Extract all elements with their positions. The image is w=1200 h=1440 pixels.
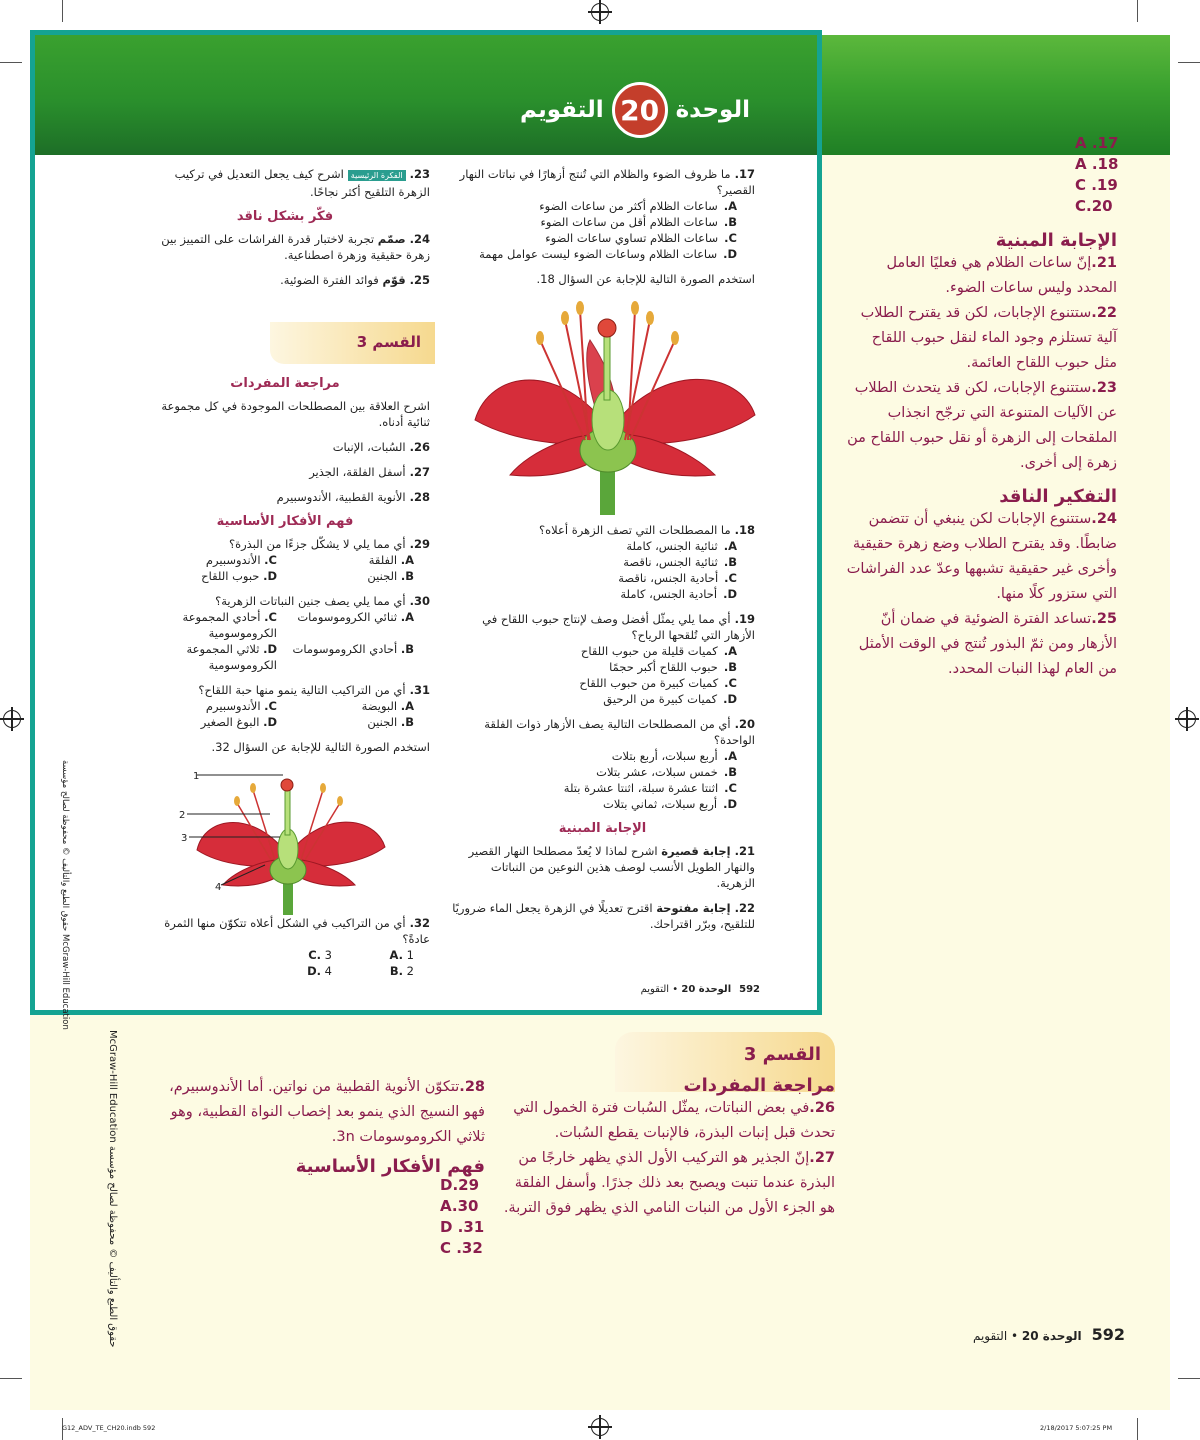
- answer-24: 24.ستتنوع الإجابات لكن ينبغي أن تتضمن ضابطًا. وقد يقترح الطلاب وضع زهرة حقيقية وأخرى غير حقيقية تشبهها وعدّ عدد الفراشات التي ستزور كلًا منها.: [846, 511, 1117, 602]
- vertical-credit-teacher: McGraw-Hill Education حقوق الطبع والتأليف © محفوظة لصالح مؤسسة: [107, 1030, 118, 1348]
- unit-number-badge: 20: [612, 82, 668, 138]
- answer-26: 26.في بعض النباتات، يمثّل السُبات فترة الخمول التي تحدث قبل إنبات البذرة، فالإنبات يقطع السُبات.: [513, 1100, 835, 1141]
- question-27: 27.أسفل الفلقة، الجذير: [309, 465, 430, 479]
- bottom-section-tab: القسم 3: [615, 1032, 835, 1092]
- answer-22: 22.ستتنوع الإجابات، لكن قد يقترح الطلاب آلية تستلزم وجود الماء لنقل حبوب اللقاح مثل حبوب اللقاح العائمة.: [860, 305, 1117, 371]
- answer-20: C.20: [1075, 197, 1113, 215]
- student-right-column-lower: [450, 522, 755, 941]
- bottom-main-ideas-heading: فهم الأفكار الأساسية: [295, 1156, 485, 1177]
- crop-mark: [0, 1378, 22, 1379]
- constructed-answers: [845, 230, 1117, 682]
- slug-file: G12_ADV_TE_CH20.indb 592: [62, 1424, 156, 1432]
- vertical-credit-student: حقوق الطبع والتأليف © محفوظة لصالح مؤسسة McGraw-Hill Education: [60, 760, 70, 1030]
- student-page-footer: 592الوحدة 20 • التقويم: [640, 984, 760, 995]
- bottom-left-answers: [150, 1075, 485, 1177]
- question-32: 32.أي من التراكيب في الشكل أعلاه تتكوّن منها الثمرة عادةً؟ A. 1 C. 3 B. 2 D. 4: [164, 916, 430, 978]
- registration-mark-left: [3, 710, 21, 728]
- slug-date: 2/18/2017 5:07:25 PM: [1040, 1424, 1113, 1432]
- vocab-intro: اشرح العلاقة بين المصطلحات الموجودة في كل مجموعة ثنائية أدناه.: [161, 399, 430, 429]
- use-image-18: استخدم الصورة التالية للإجابة عن السؤال 18.: [536, 272, 755, 286]
- unit-label: الوحدة: [675, 97, 750, 123]
- question-25: 25.قوّم فوائد الفترة الضوئية.: [280, 273, 430, 287]
- crop-mark: [62, 0, 63, 22]
- student-left-column: [140, 166, 430, 297]
- answer-23: 23.ستتنوع الإجابات، لكن قد يتحدث الطلاب عن الآليات المتنوعة التي ترجّح انجذاب الملقحات إلى الزهرة أو نقل حبوب اللقاح من زهرة إلى أخرى.: [847, 380, 1117, 471]
- answer-31: D .31: [440, 1218, 485, 1236]
- answer-29: D.29: [440, 1176, 480, 1194]
- use-image-32: استخدم الصورة التالية للإجابة عن السؤال 32.: [211, 740, 430, 754]
- bottom-vocab-answers: [500, 1075, 835, 1221]
- question-20: 20.أي من المصطلحات التالية يصف الأزهار ذوات الفلقة الواحدة؟ A.أربع سبلات، أربع بتلات B.خمس سبلات، عشر بتلات C.اثنتا عشرة سبلة، اثنتا عشرة بتلة D.أربع سبلات، ثماني بتلات: [484, 717, 755, 811]
- label-3: 3: [181, 833, 188, 844]
- crop-mark: [1178, 62, 1200, 63]
- question-28: 28.الأنوية القطبية، الأندوسبيرم: [276, 490, 430, 504]
- question-29: 29.أي مما يلي لا يشكّل جزءًا من البذرة؟ A. الفلقة C. الأندوسبيرم B. الجنين D. حبوب اللقاح: [201, 537, 430, 583]
- answer-27: 27.إنّ الجذير هو التركيب الأول الذي يظهر خارجًا من البذرة عندما تنبت ويصبح بعد ذلك جذرًا. وأسفل الفلقة هو الجزء الأول من النبات النامي الذي يظهر فوق التربة.: [503, 1150, 835, 1216]
- answer-25: 25.تساعد الفترة الضوئية في ضمان أنّ الأزهار ومن ثمّ البذور تُنتج في الوقت الأمثل من العام لهذا النبات المحدد.: [858, 611, 1117, 677]
- bottom-mc-answers: [440, 1175, 500, 1259]
- question-19: 19.أي مما يلي يمثّل أفضل وصف لإنتاج حبوب اللقاح في الأزهار التي تُلقحها الرياح؟ A.كميات قليلة من حبوب اللقاح B.حبوب اللقاح أكبر حجمًا C.كميات كبيرة من حبوب اللقاح D.كميات كبيرة من الرحيق: [482, 612, 755, 706]
- registration-mark-bottom: [591, 1418, 609, 1436]
- answer-32: C .32: [440, 1239, 483, 1257]
- student-right-column: [450, 166, 755, 287]
- question-21: 21.إجابة قصيرة اشرح لماذا لا يُعدّ مصطلحا النهار القصير والنهار الطويل الأنسب لوصف هذين النوعين من النباتات الزهرية.: [468, 844, 755, 890]
- answer-18: A .18: [1075, 155, 1119, 173]
- answer-28: 28.تتكوّن الأنوية القطبية من نواتين. أما الأندوسبيرم، فهو النسيج الذي ينمو بعد إخصاب النواة القطبية، وهو ثلاثي الكروموسومات 3n.: [169, 1079, 485, 1145]
- question-26: 26.السُبات، الإنبات: [332, 440, 430, 454]
- question-31: 31.أي من التراكيب التالية ينمو منها حبة اللقاح؟ A. البويضة C. الأندوسبيرم B. الجنين D. البوغ الصغير: [198, 683, 430, 729]
- question-18: 18.ما المصطلحات التي تصف الزهرة أعلاه؟ A.ثنائية الجنس، كاملة B.ثنائية الجنس، ناقصة C.أحادية الجنس، ناقصة D.أحادية الجنس، كاملة: [538, 523, 755, 601]
- constructed-answers-heading: الإجابة المبنية: [995, 230, 1117, 251]
- assessment-label: التقويم: [520, 97, 604, 123]
- critical-answers-heading: التفكير الناقد: [999, 486, 1117, 507]
- main-idea-tag: الفكرة الرئيسية: [348, 170, 406, 181]
- crop-mark: [1137, 1418, 1138, 1440]
- unit-title: [520, 80, 750, 140]
- question-17: 17.ما ظروف الضوء والظلام التي تُنتج أزهارًا في نباتات النهار القصير؟ A.ساعات الظلام أكثر من ساعات الضوء B.ساعات الظلام أقل من ساعات الضوء C.ساعات الظلام تساوي ساعات الضوء D.ساعات الظلام وساعات الضوء ليست عوامل مهمة: [459, 167, 755, 261]
- answer-19: C .19: [1075, 176, 1118, 194]
- crop-mark: [0, 62, 22, 63]
- question-23: 23.الفكرة الرئيسيةاشرح كيف يجعل التعديل في تركيب الزهرة التلقيح أكثر نجاحًا.: [174, 167, 430, 199]
- answer-21: 21.إنّ ساعات الظلام هي فعليًا العامل المحدد وليس ساعات الضوء.: [886, 255, 1117, 296]
- flower-illustration-large: [470, 300, 760, 515]
- student-left-column-lower: [140, 370, 430, 755]
- label-4: 4: [215, 882, 222, 893]
- teacher-page-footer: 592الوحدة 20 • التقويم: [972, 1325, 1125, 1344]
- mc-answers: [1075, 133, 1125, 217]
- crop-mark: [1178, 1378, 1200, 1379]
- registration-mark-right: [1178, 710, 1196, 728]
- label-2: 2: [179, 810, 186, 821]
- question-24: 24.صمّم تجربة لاختبار قدرة الفراشات على التمييز بين زهرة حقيقية وزهرة اصطناعية.: [161, 232, 430, 262]
- flower-illustration-small: [175, 765, 415, 915]
- label-1: 1: [193, 771, 200, 782]
- section-3-tab: القسم 3: [270, 322, 435, 364]
- constructed-response-heading: الإجابة المبنية: [558, 821, 647, 836]
- vocab-review-heading: مراجعة المفردات: [230, 376, 340, 391]
- critical-thinking-heading: فكّر بشكل ناقد: [236, 209, 334, 224]
- registration-mark-top: [591, 3, 609, 21]
- question-30: 30.أي مما يلي يصف جنين النباتات الزهرية؟ A. ثنائي الكروموسومات C. أحادي المجموعة الكروموسومية B. أحادي الكروموسومات D. ثلاثي المجموعة الكروموسومية: [182, 594, 430, 672]
- main-ideas-heading: فهم الأفكار الأساسية: [216, 514, 354, 529]
- question-22: 22.إجابة مفتوحة اقترح تعديلًا في الزهرة يجعل الماء ضروريًا للتلقيح، وبرّر اقتراحك.: [452, 901, 755, 931]
- bottom-vocab-heading: مراجعة المفردات: [683, 1075, 835, 1096]
- answer-17: A .17: [1075, 134, 1119, 152]
- crop-mark: [1137, 0, 1138, 22]
- answer-30: A.30: [440, 1197, 479, 1215]
